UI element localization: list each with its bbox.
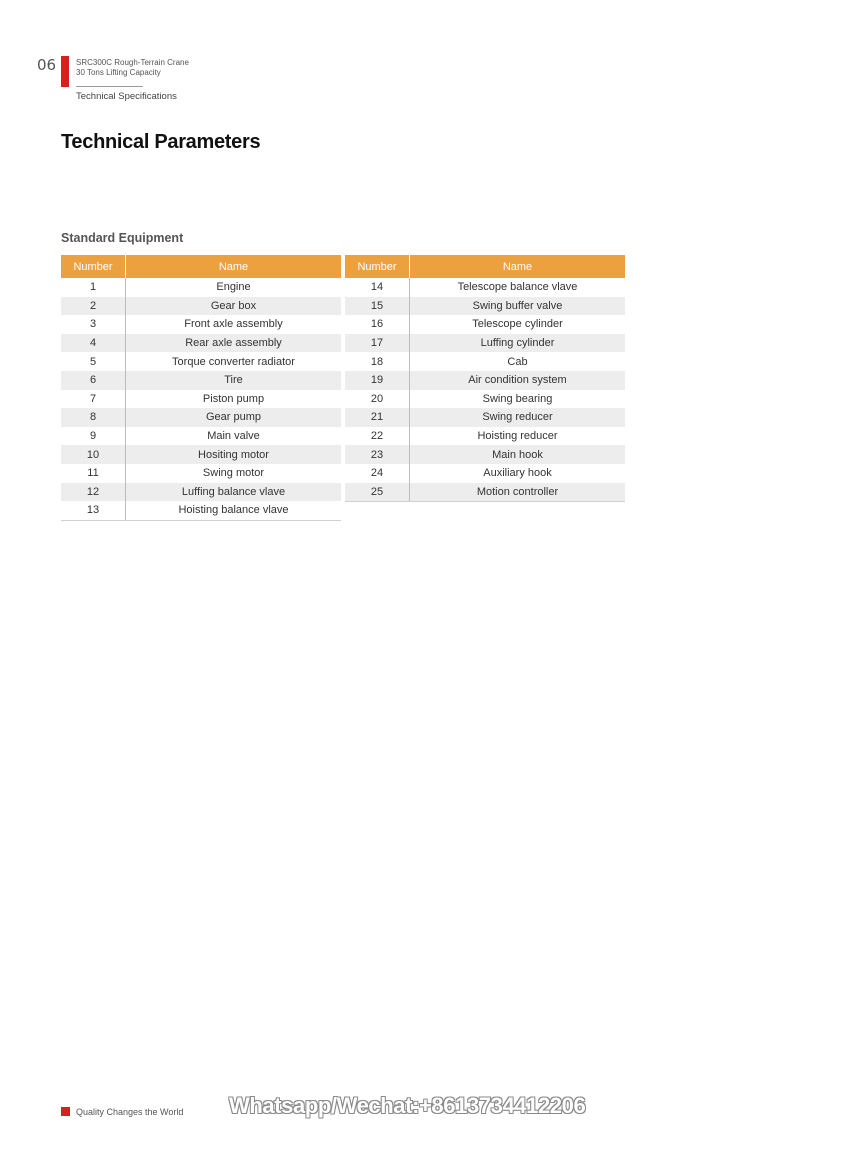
cell-number: 20 (345, 390, 410, 409)
cell-number: 3 (61, 315, 126, 334)
table-row (345, 390, 625, 409)
cell-name: Torque converter radiator (172, 355, 295, 368)
table-row (61, 483, 341, 502)
table-row (345, 334, 625, 353)
cell-number: 13 (61, 501, 126, 520)
cell-number: 8 (61, 408, 126, 427)
table-row (61, 427, 341, 446)
cell-name: Hoisting reducer (477, 430, 558, 443)
cell-name: Swing bearing (482, 392, 553, 405)
table-row (61, 297, 341, 316)
cell-number: 7 (61, 390, 126, 409)
table-row (61, 315, 341, 334)
table-row (61, 371, 341, 390)
cell-number: 12 (61, 483, 126, 502)
header-capacity: 30 Tons Lifting Capacity (76, 68, 161, 77)
cell-name: Main hook (410, 445, 626, 464)
cell-number: 15 (345, 297, 410, 316)
cell-number: 10 (61, 445, 126, 464)
table-row (345, 408, 625, 427)
cell-number: 16 (345, 315, 410, 334)
equipment-table-right (345, 255, 625, 502)
cell-number: 6 (61, 371, 126, 390)
column-header-number: Number (61, 255, 126, 278)
column-header-name: Name (410, 255, 626, 278)
cell-number: 11 (61, 464, 126, 483)
table-row (61, 464, 341, 483)
page-number: 06 (37, 56, 57, 74)
cell-number: 25 (345, 483, 410, 502)
header-accent-bar (61, 56, 69, 87)
column-header-name: Name (126, 255, 342, 278)
footer-red-square (61, 1107, 70, 1116)
header-section-label: Technical Specifications (76, 91, 177, 102)
table-row (345, 371, 625, 390)
header-divider (76, 86, 143, 87)
cell-name: Swing buffer valve (410, 297, 626, 316)
cell-number: 5 (61, 352, 126, 371)
table-row (61, 501, 341, 520)
table-row (345, 445, 625, 464)
cell-name: Telescope balance vlave (457, 281, 578, 294)
cell-name: Auxiliary hook (483, 467, 552, 480)
cell-name: Front axle assembly (184, 318, 283, 331)
table-row (345, 427, 625, 446)
cell-name: Motion controller (410, 483, 626, 502)
table-row (345, 464, 625, 483)
cell-name: Tire (126, 371, 342, 390)
cell-name: Main valve (207, 430, 260, 443)
table-body-left (61, 278, 341, 520)
cell-name: Hoisting balance vlave (126, 501, 342, 520)
table-row (61, 334, 341, 353)
table-row (61, 352, 341, 371)
cell-name: Swing motor (202, 467, 265, 480)
table-row (61, 408, 341, 427)
cell-name: Luffing cylinder (410, 334, 626, 353)
cell-number: 17 (345, 334, 410, 353)
cell-name: Gear pump (126, 408, 342, 427)
cell-name: Engine (216, 281, 251, 294)
cell-number: 9 (61, 427, 126, 446)
cell-number: 24 (345, 464, 410, 483)
header-product-name: SRC300C Rough-Terrain Crane (76, 58, 189, 67)
table-row (345, 278, 625, 297)
cell-name: Telescope cylinder (472, 318, 563, 331)
table-row (345, 315, 625, 334)
table-row (61, 390, 341, 409)
cell-number: 2 (61, 297, 126, 316)
cell-number: 1 (61, 278, 126, 297)
equipment-table-left (61, 255, 341, 521)
cell-name: Rear axle assembly (126, 334, 342, 353)
cell-number: 4 (61, 334, 126, 353)
cell-name: Swing reducer (410, 408, 626, 427)
section-title: Standard Equipment (61, 231, 184, 245)
cell-number: 19 (345, 371, 410, 390)
column-header-number: Number (345, 255, 410, 278)
cell-number: 18 (345, 352, 410, 371)
table-row (61, 445, 341, 464)
table-row (345, 483, 625, 502)
cell-name: Luffing balance vlave (126, 483, 342, 502)
header-product-info (76, 58, 189, 78)
table-row (345, 297, 625, 316)
table-row (345, 352, 625, 371)
cell-number: 23 (345, 445, 410, 464)
cell-number: 14 (345, 278, 410, 297)
cell-number: 22 (345, 427, 410, 446)
cell-number: 21 (345, 408, 410, 427)
table-header-row (345, 255, 625, 278)
cell-name: Gear box (126, 297, 342, 316)
table-row (61, 278, 341, 297)
cell-name: Cab (507, 355, 528, 368)
table-body-right (345, 278, 625, 502)
contact-watermark: Whatsapp/Wechat:+8613734412206 (229, 1093, 586, 1118)
cell-name: Piston pump (202, 392, 265, 405)
footer-slogan: Quality Changes the World (76, 1107, 184, 1117)
cell-name: Hositing motor (126, 445, 342, 464)
cell-name: Air condition system (410, 371, 626, 390)
table-header-row (61, 255, 341, 278)
page-title: Technical Parameters (61, 131, 261, 153)
